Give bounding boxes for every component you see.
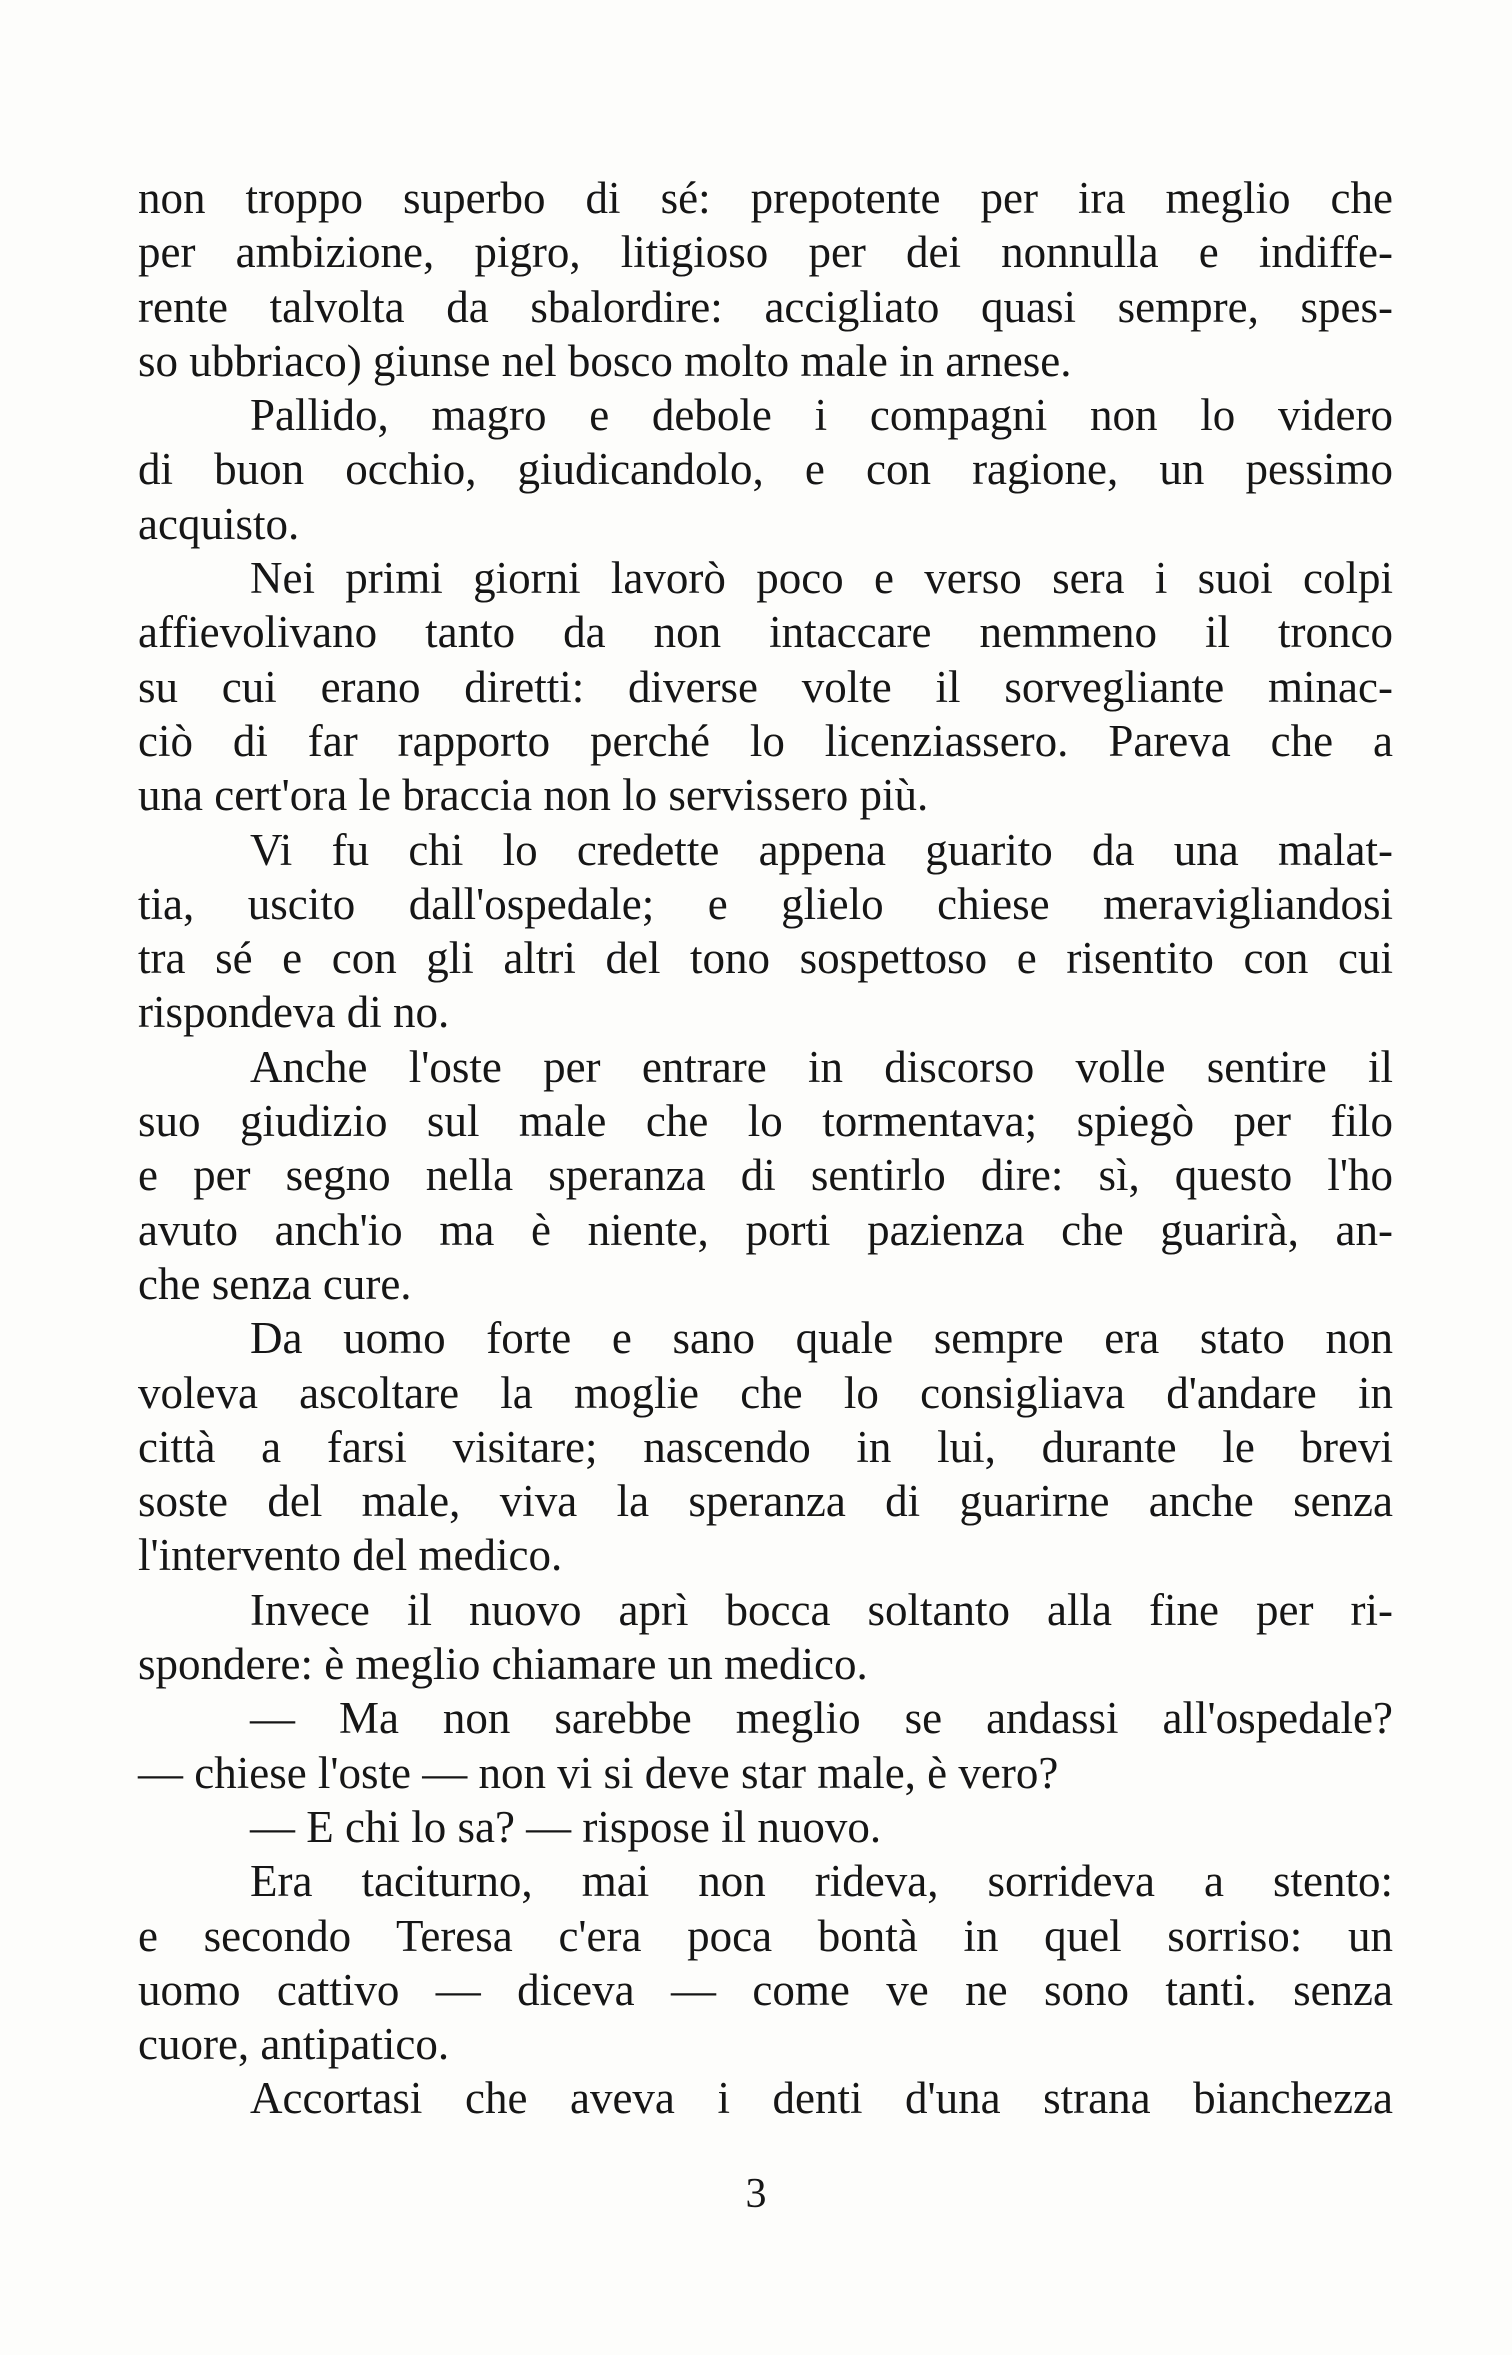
text-line: Era taciturno, mai non rideva, sorrideva a stento: (250, 1856, 1393, 1907)
text-line: avuto anch'io ma è niente, porti pazienza che guarirà, an- (138, 1204, 1393, 1255)
text-line: — chiese l'oste — non vi si deve star male, è vero? (138, 1747, 1059, 1798)
text-line: spondere: è meglio chiamare un medico. (138, 1639, 868, 1690)
text-line: Pallido, magro e debole i compagni non lo videro (250, 390, 1393, 441)
text-line: di buon occhio, giudicandolo, e con ragione, un pessimo (138, 444, 1393, 495)
text-line: affievolivano tanto da non intaccare nemmeno il tronco (138, 607, 1393, 658)
text-line: suo giudizio sul male che lo tormentava; spiegò per filo (138, 1096, 1393, 1147)
text-line: uomo cattivo — diceva — come ve ne sono tanti. senza (138, 1964, 1393, 2015)
text-line: Anche l'oste per entrare in discorso volle sentire il (250, 1041, 1393, 1092)
text-line: e per segno nella speranza di sentirlo dire: sì, questo l'ho (138, 1150, 1393, 1201)
text-line: una cert'ora le braccia non lo servissero più. (138, 770, 929, 821)
text-line: città a farsi visitare; nascendo in lui, durante le brevi (138, 1421, 1393, 1472)
text-line: Vi fu chi lo credette appena guarito da una malat- (250, 824, 1393, 875)
text-line: e secondo Teresa c'era poca bontà in quel sorriso: un (138, 1910, 1393, 1961)
text-line: non troppo superbo di sé: prepotente per ira meglio che (138, 173, 1393, 223)
text-line: tia, uscito dall'ospedale; e glielo chiese meravigliandosi (138, 878, 1393, 929)
text-line: ciò di far rapporto perché lo licenziassero. Pareva che a (138, 715, 1393, 766)
text-line: Invece il nuovo aprì bocca soltanto alla fine per ri- (250, 1584, 1393, 1635)
text-line: l'intervento del medico. (138, 1530, 563, 1581)
text-line: che senza cure. (138, 1258, 412, 1309)
text-line: — E chi lo sa? — rispose il nuovo. (250, 1801, 882, 1852)
text-line: tra sé e con gli altri del tono sospettoso e risentito con cui (138, 933, 1393, 984)
text-line: su cui erano diretti: diverse volte il sorvegliante minac- (138, 661, 1393, 712)
text-line: so ubbriaco) giunse nel bosco molto male in arnese. (138, 335, 1072, 386)
text-line: soste del male, viva la speranza di guarirne anche senza (138, 1476, 1393, 1527)
text-line: — Ma non sarebbe meglio se andassi all'ospedale? (250, 1693, 1393, 1744)
text-line: cuore, antipatico. (138, 2019, 450, 2070)
page-number: 3 (745, 2171, 767, 2217)
text-line: Da uomo forte e sano quale sempre era stato non (250, 1313, 1393, 1364)
text-line: rente talvolta da sbalordire: accigliato quasi sempre, spes- (138, 281, 1393, 332)
text-line: per ambizione, pigro, litigioso per dei nonnulla e indiffe- (138, 227, 1393, 278)
text-line: rispondeva di no. (138, 987, 450, 1038)
text-line: Accortasi che aveva i denti d'una strana bianchezza (250, 2073, 1393, 2124)
body-text (138, 171, 1393, 2126)
text-line: voleva ascoltare la moglie che lo consigliava d'andare in (138, 1367, 1393, 1418)
text-line: acquisto. (138, 498, 300, 549)
text-line: Nei primi giorni lavorò poco e verso sera i suoi colpi (250, 553, 1393, 604)
